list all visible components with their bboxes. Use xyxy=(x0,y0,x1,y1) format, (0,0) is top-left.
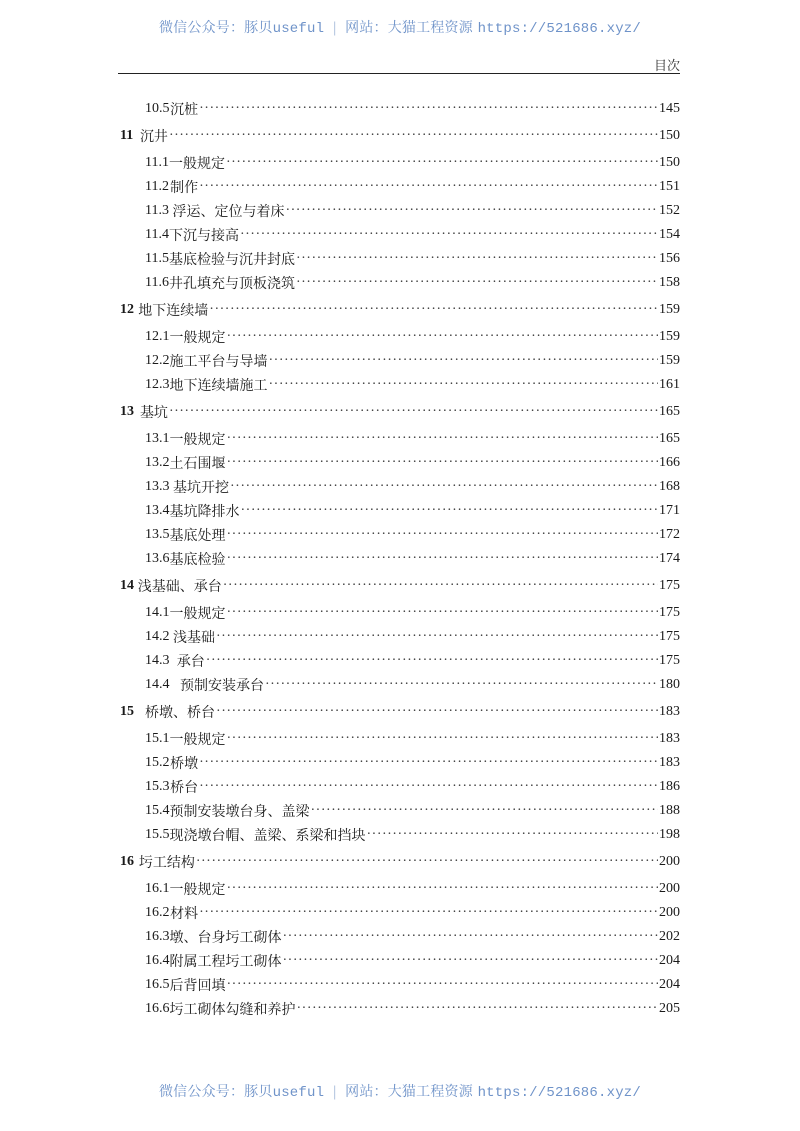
toc-section-entry[interactable] xyxy=(118,973,680,997)
toc-leader-dots xyxy=(311,803,659,819)
toc-number: 13.6 xyxy=(145,551,170,566)
toc-title: 桥墩、桥台 xyxy=(138,706,216,721)
toc-page-number: 150 xyxy=(659,128,680,143)
toc-page-number: 175 xyxy=(659,605,680,620)
toc-number: 11.3 xyxy=(145,203,169,218)
toc-section-entry[interactable] xyxy=(118,625,680,649)
toc-title: 预制安装墩台身、盖梁 xyxy=(169,805,310,820)
toc-title: 基坑降排水 xyxy=(169,505,240,520)
toc-page-number: 151 xyxy=(659,179,680,194)
toc-number: 14.2 xyxy=(145,629,170,644)
watermark-wechat: 微信公众号：豚贝 xyxy=(158,1084,273,1100)
toc-section-entry[interactable] xyxy=(118,427,680,451)
toc-title: 圬工砌体勾缝和养护 xyxy=(169,1003,296,1018)
toc-number: 14.3 xyxy=(145,653,170,668)
toc-leader-dots xyxy=(265,677,658,693)
toc-section-entry[interactable] xyxy=(118,451,680,475)
toc-leader-dots xyxy=(227,455,659,471)
toc-section-entry[interactable] xyxy=(118,673,680,697)
toc-leader-dots xyxy=(169,128,658,144)
watermark-wechat-id: useful xyxy=(272,1085,325,1101)
toc-page-number: 175 xyxy=(659,653,680,668)
toc-section-entry[interactable] xyxy=(118,823,680,847)
toc-number: 13 xyxy=(120,404,134,419)
toc-number: 16.5 xyxy=(145,977,170,992)
toc-page-number: 161 xyxy=(659,377,680,392)
toc-number: 14 xyxy=(120,578,134,593)
toc-title: 基底检验 xyxy=(169,553,226,568)
toc-title: 井孔填充与顶板浇筑 xyxy=(168,277,295,292)
toc-title: 沉桩 xyxy=(170,103,199,118)
toc-number: 15.3 xyxy=(145,779,170,794)
toc-leader-dots xyxy=(227,605,659,621)
toc-number: 15.2 xyxy=(145,755,170,770)
toc-number: 15.1 xyxy=(145,731,170,746)
toc-page-number: 175 xyxy=(659,629,680,644)
toc-title: 地下连续墙施工 xyxy=(169,379,268,394)
toc-title: 土石围堰 xyxy=(169,457,226,472)
toc-title: 地下连续墙 xyxy=(138,304,209,319)
watermark-wechat-id: useful xyxy=(272,21,325,37)
toc-section-entry[interactable] xyxy=(118,751,680,775)
toc-section-entry[interactable] xyxy=(118,199,680,223)
toc-page-number: 205 xyxy=(659,1001,680,1016)
toc-title: 浮运、定位与着床 xyxy=(168,205,285,220)
toc-leader-dots xyxy=(199,755,658,771)
toc-number: 13.5 xyxy=(145,527,170,542)
toc-leader-dots xyxy=(296,251,658,267)
toc-number: 10.5 xyxy=(145,101,170,116)
toc-leader-dots xyxy=(223,578,658,594)
toc-chapter-entry[interactable] xyxy=(118,697,680,727)
toc-number: 14.4 xyxy=(145,677,170,692)
toc-page-number: 183 xyxy=(659,731,680,746)
toc-number: 15 xyxy=(120,704,134,719)
toc-leader-dots xyxy=(216,629,658,645)
toc-leader-dots xyxy=(206,653,658,669)
toc-leader-dots xyxy=(269,377,659,393)
toc-number: 16.6 xyxy=(145,1001,170,1016)
toc-leader-dots xyxy=(227,881,659,897)
toc-page-number: 150 xyxy=(659,155,680,170)
toc-section-entry[interactable] xyxy=(118,475,680,499)
toc-leader-dots xyxy=(227,431,659,447)
toc-page-number: 145 xyxy=(659,101,680,116)
toc-page-number: 154 xyxy=(659,227,680,242)
toc-title: 预制安装承台 xyxy=(169,679,264,694)
toc-section-entry[interactable] xyxy=(118,925,680,949)
toc-number: 15.5 xyxy=(145,827,170,842)
toc-page-number: 159 xyxy=(659,302,680,317)
toc-page-number: 171 xyxy=(659,503,680,518)
toc-page-number: 204 xyxy=(659,977,680,992)
toc-leader-dots xyxy=(230,479,658,495)
toc-leader-dots xyxy=(227,329,659,345)
toc-page-number: 175 xyxy=(659,578,680,593)
toc-leader-dots xyxy=(367,827,659,843)
toc-number: 11.5 xyxy=(145,251,169,266)
toc-title: 现浇墩台帽、盖梁、系梁和挡块 xyxy=(169,829,366,844)
watermark-site: 网站：大猫工程资源 xyxy=(345,20,478,36)
toc-page-number: 198 xyxy=(659,827,680,842)
table-of-contents xyxy=(118,97,680,1021)
toc-page-number: 152 xyxy=(659,203,680,218)
toc-title: 桥墩 xyxy=(170,757,199,772)
toc-leader-dots xyxy=(269,353,659,369)
toc-number: 15.4 xyxy=(145,803,170,818)
toc-page-number: 188 xyxy=(659,803,680,818)
watermark-site: 网站：大猫工程资源 xyxy=(345,1084,478,1100)
toc-leader-dots xyxy=(216,704,658,720)
toc-section-entry[interactable] xyxy=(118,775,680,799)
toc-title: 基坑 xyxy=(139,406,168,421)
toc-leader-dots xyxy=(241,503,659,519)
toc-number: 16.2 xyxy=(145,905,170,920)
watermark-top xyxy=(0,17,800,37)
toc-title: 墩、台身圬工砌体 xyxy=(169,931,282,946)
toc-section-entry[interactable] xyxy=(118,247,680,271)
toc-title: 浅基础、承台 xyxy=(137,580,222,595)
toc-page-number: 172 xyxy=(659,527,680,542)
toc-section-entry[interactable] xyxy=(118,799,680,823)
toc-number: 13.1 xyxy=(145,431,170,446)
toc-number: 11.2 xyxy=(145,179,169,194)
toc-leader-dots xyxy=(227,527,659,543)
toc-title: 桥台 xyxy=(170,781,199,796)
toc-page-number: 204 xyxy=(659,953,680,968)
toc-title: 圬工结构 xyxy=(138,856,195,871)
toc-leader-dots xyxy=(240,227,658,243)
toc-chapter-entry[interactable] xyxy=(118,847,680,877)
toc-title: 浅基础 xyxy=(169,631,215,646)
toc-number: 11 xyxy=(120,128,134,143)
toc-section-entry[interactable] xyxy=(118,175,680,199)
toc-section-entry[interactable] xyxy=(118,271,680,295)
toc-title: 制作 xyxy=(170,181,199,196)
toc-number: 16 xyxy=(120,854,134,869)
watermark-separator: | xyxy=(332,20,338,36)
header-rule xyxy=(118,73,680,74)
toc-leader-dots xyxy=(199,779,658,795)
toc-title: 基坑开挖 xyxy=(169,481,229,496)
toc-title: 一般规定 xyxy=(169,433,226,448)
watermark-wechat: 微信公众号：豚贝 xyxy=(158,20,273,36)
toc-section-entry[interactable] xyxy=(118,499,680,523)
toc-page-number: 165 xyxy=(659,404,680,419)
watermark-url: https://521686.xyz/ xyxy=(477,21,642,37)
toc-number: 13.2 xyxy=(145,455,170,470)
toc-section-entry[interactable] xyxy=(118,601,680,625)
toc-leader-dots xyxy=(199,101,658,117)
toc-section-entry[interactable] xyxy=(118,151,680,175)
toc-title: 后背回填 xyxy=(169,979,226,994)
toc-leader-dots xyxy=(227,977,659,993)
toc-title: 附属工程圬工砌体 xyxy=(169,955,282,970)
toc-title: 施工平台与导墙 xyxy=(169,355,268,370)
toc-chapter-entry[interactable] xyxy=(118,571,680,601)
toc-title: 一般规定 xyxy=(169,733,226,748)
toc-title: 材料 xyxy=(170,907,199,922)
toc-title: 一般规定 xyxy=(169,607,226,622)
toc-leader-dots xyxy=(283,953,659,969)
toc-title: 基底检验与沉井封底 xyxy=(168,253,295,268)
watermark-separator: | xyxy=(332,1084,338,1100)
toc-page-number: 165 xyxy=(659,431,680,446)
toc-page-number: 159 xyxy=(659,329,680,344)
toc-leader-dots xyxy=(227,731,659,747)
toc-page-number: 159 xyxy=(659,353,680,368)
toc-number: 12.2 xyxy=(145,353,170,368)
toc-page-number: 200 xyxy=(659,905,680,920)
toc-number: 12 xyxy=(120,302,134,317)
toc-number: 11.6 xyxy=(145,275,169,290)
toc-chapter-entry[interactable] xyxy=(118,397,680,427)
toc-leader-dots xyxy=(297,1001,659,1017)
toc-number: 16.4 xyxy=(145,953,170,968)
toc-page-number: 156 xyxy=(659,251,680,266)
toc-page-number: 183 xyxy=(659,704,680,719)
watermark-bottom xyxy=(0,1081,800,1101)
toc-section-entry[interactable] xyxy=(118,649,680,673)
watermark-url: https://521686.xyz/ xyxy=(477,1085,642,1101)
toc-leader-dots xyxy=(296,275,658,291)
toc-title: 一般规定 xyxy=(169,883,226,898)
toc-number: 13.4 xyxy=(145,503,170,518)
toc-number: 16.3 xyxy=(145,929,170,944)
toc-page-number: 183 xyxy=(659,755,680,770)
toc-number: 11.4 xyxy=(145,227,169,242)
toc-number: 14.1 xyxy=(145,605,170,620)
toc-number: 12.1 xyxy=(145,329,170,344)
toc-chapter-entry[interactable] xyxy=(118,121,680,151)
toc-title: 下沉与接高 xyxy=(168,229,239,244)
toc-page-number: 180 xyxy=(659,677,680,692)
toc-page-number: 202 xyxy=(659,929,680,944)
toc-title: 一般规定 xyxy=(168,157,225,172)
toc-section-entry[interactable] xyxy=(118,349,680,373)
toc-section-entry[interactable] xyxy=(118,949,680,973)
toc-page-number: 186 xyxy=(659,779,680,794)
toc-section-entry[interactable] xyxy=(118,901,680,925)
toc-title: 一般规定 xyxy=(169,331,226,346)
toc-section-entry[interactable] xyxy=(118,547,680,571)
toc-leader-dots xyxy=(285,203,658,219)
toc-leader-dots xyxy=(196,854,658,870)
toc-page-number: 168 xyxy=(659,479,680,494)
toc-leader-dots xyxy=(226,155,658,171)
toc-page-number: 200 xyxy=(659,881,680,896)
toc-leader-dots xyxy=(227,551,659,567)
toc-section-entry[interactable] xyxy=(118,997,680,1021)
toc-page-number: 166 xyxy=(659,455,680,470)
toc-section-entry[interactable] xyxy=(118,223,680,247)
toc-leader-dots xyxy=(169,404,658,420)
toc-title: 沉井 xyxy=(139,130,168,145)
toc-page-number: 200 xyxy=(659,854,680,869)
running-header: 目次 xyxy=(653,58,680,73)
toc-number: 11.1 xyxy=(145,155,169,170)
toc-leader-dots xyxy=(209,302,658,318)
toc-number: 16.1 xyxy=(145,881,170,896)
toc-section-entry[interactable] xyxy=(118,373,680,397)
toc-number: 13.3 xyxy=(145,479,170,494)
toc-section-entry[interactable] xyxy=(118,97,680,121)
toc-page-number: 174 xyxy=(659,551,680,566)
toc-section-entry[interactable] xyxy=(118,325,680,349)
toc-number: 12.3 xyxy=(145,377,170,392)
toc-leader-dots xyxy=(199,905,658,921)
toc-leader-dots xyxy=(199,179,658,195)
toc-section-entry[interactable] xyxy=(118,523,680,547)
toc-title: 承台 xyxy=(169,655,205,670)
toc-section-entry[interactable] xyxy=(118,877,680,901)
toc-leader-dots xyxy=(283,929,659,945)
toc-section-entry[interactable] xyxy=(118,727,680,751)
toc-chapter-entry[interactable] xyxy=(118,295,680,325)
toc-page-number: 158 xyxy=(659,275,680,290)
toc-title: 基底处理 xyxy=(169,529,226,544)
